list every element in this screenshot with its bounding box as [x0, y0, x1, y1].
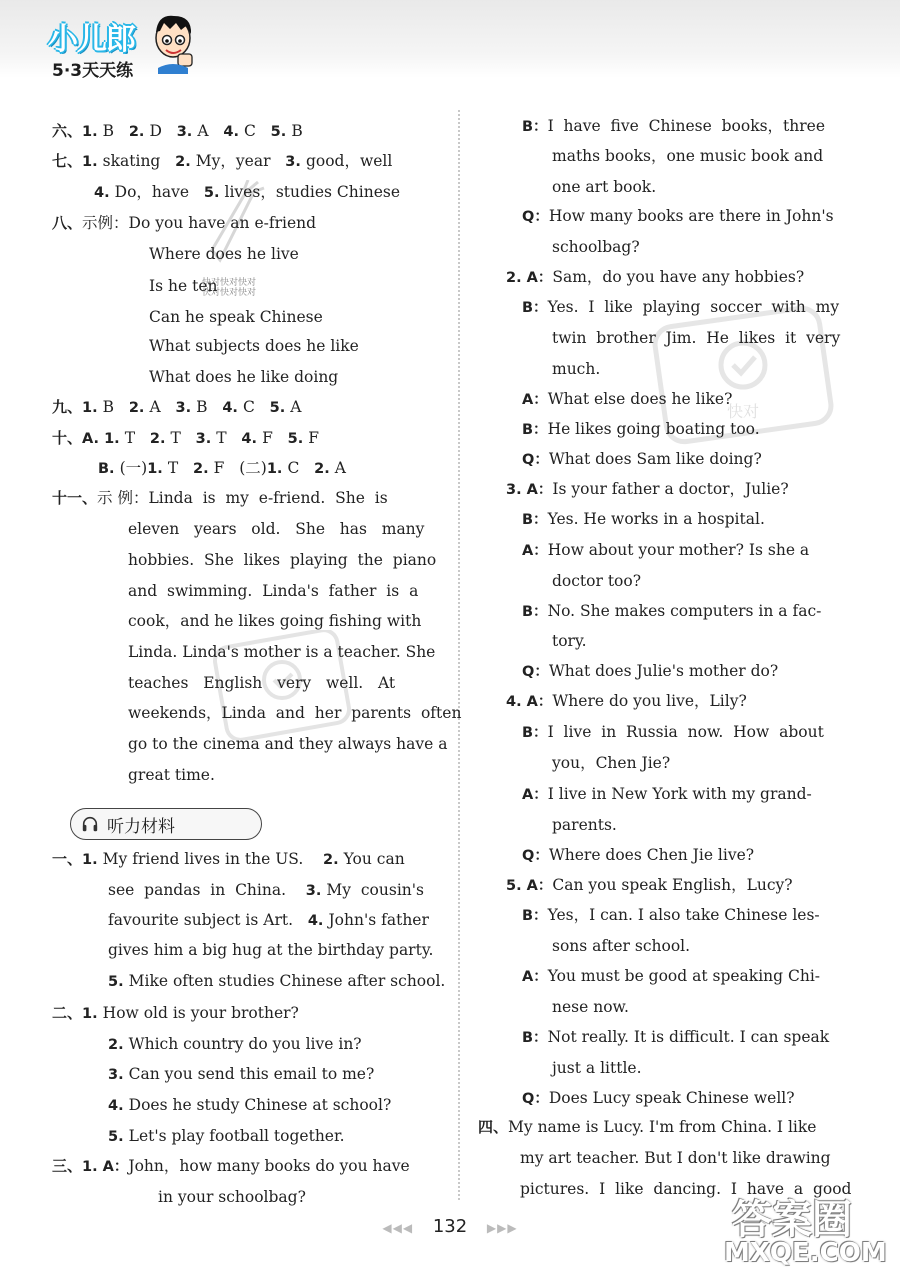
stamp-line-2: 快对快对快对 [202, 288, 257, 298]
item-number: B： [522, 119, 548, 135]
line-text: No. She makes computers in a fac- [547, 602, 822, 620]
item-number: B： [522, 1030, 548, 1046]
line-text: T [124, 429, 150, 447]
line-text: C [242, 398, 270, 416]
line-text: eleven years old. She has many [128, 520, 425, 538]
line-text: You must be good at speaking Chi- [547, 967, 821, 985]
item-number: 4. [222, 400, 243, 416]
item-number: Q： [522, 848, 549, 864]
text-line-r15 [522, 539, 809, 562]
text-line-r13 [506, 478, 789, 501]
item-number: 5. [287, 431, 309, 447]
text-line-l8f [149, 366, 338, 388]
column-divider [458, 110, 460, 1200]
line-text: hobbies. She likes playing the piano [128, 551, 437, 569]
text-line-lb2 [108, 1033, 362, 1056]
line-text: What subjects does he like [149, 337, 359, 355]
section-label: 八、 [52, 214, 83, 232]
item-number: 1. [82, 400, 103, 416]
text-line-r23 [522, 783, 812, 806]
text-line-l8b [149, 243, 299, 265]
line-text: How about your mother? Is she a [547, 541, 810, 559]
line-text: and swimming. Linda's father is a [128, 582, 419, 600]
text-line-lb3 [108, 1063, 374, 1086]
text-line-l6 [52, 120, 303, 143]
text-line-r33 [522, 1087, 795, 1110]
section-label: 六、 [52, 122, 83, 140]
text-line-r2 [552, 145, 823, 167]
item-number: 1. [147, 461, 168, 477]
line-text: Is your father a doctor，Julie? [552, 480, 789, 498]
text-line-l11j [128, 764, 215, 786]
line-text: A [197, 122, 224, 140]
section-label: 十、 [52, 429, 83, 447]
section-label: 二、 [52, 1004, 83, 1022]
item-number: A： [522, 969, 548, 985]
text-line-r3 [552, 176, 656, 198]
item-number: 2. [193, 461, 214, 477]
text-line-r30 [552, 996, 629, 1018]
line-text: Do you have an e-friend [128, 214, 317, 232]
text-line-l11e [128, 610, 421, 632]
item-number: 3. [108, 1067, 129, 1083]
line-text: How many books are there in John's [548, 207, 834, 225]
line-text: Not really. It is difficult. I can speak [547, 1028, 830, 1046]
item-number: 3. [195, 431, 217, 447]
text-line-r1 [522, 115, 825, 138]
line-text: I live in New York with my grand- [547, 785, 812, 803]
text-line-lc1 [52, 1155, 410, 1178]
item-number: 1. [82, 852, 103, 868]
line-text: gives him a big hug at the birthday party. [108, 941, 434, 959]
text-line-la5 [108, 970, 445, 993]
line-text: Is he ten [149, 277, 218, 295]
text-line-l8a [52, 212, 316, 234]
item-number: 3. [175, 400, 197, 416]
item-number: A： [522, 543, 548, 559]
text-line-r6 [506, 266, 804, 289]
text-line-r17 [522, 600, 821, 623]
line-text: favourite subject is Art. [108, 911, 308, 929]
text-line-r14 [522, 508, 765, 531]
line-text: maths books，one music book and [552, 147, 824, 165]
text-line-l11a [52, 487, 388, 509]
line-text: Yes. He works in a hospital. [547, 510, 765, 528]
line-text: A [334, 459, 346, 477]
line-text: My friend lives in the US. [102, 850, 324, 868]
line-text: Can you speak English，Lucy? [552, 876, 793, 894]
item-number: 2. [128, 400, 150, 416]
item-number: B： [522, 725, 548, 741]
item-number: 3. [285, 154, 306, 170]
line-text: T [170, 429, 196, 447]
line-text: parents. [552, 816, 617, 834]
corner-watermark-top: 答案圈 [732, 1197, 852, 1243]
text-line-r18 [552, 630, 587, 652]
text-line-r22 [552, 752, 670, 774]
text-line-la4 [108, 939, 433, 961]
line-text: (一) [119, 459, 148, 477]
section-label: 四、 [478, 1118, 509, 1136]
line-text: Sam，do you have any hobbies? [552, 268, 805, 286]
line-text: one art book. [552, 178, 657, 196]
text-line-l9 [52, 396, 301, 419]
stamp-line-1: 快对快对快对 [202, 278, 257, 288]
item-number: B： [522, 512, 548, 528]
line-text: Where does he live [149, 245, 299, 263]
line-text: sons after school. [552, 937, 691, 955]
line-text: B [102, 398, 129, 416]
text-line-r27 [522, 904, 820, 927]
text-line-r34 [478, 1116, 816, 1138]
line-text: You can [343, 850, 405, 868]
line-text: Which country do you live in? [128, 1035, 362, 1053]
line-text: A [290, 398, 302, 416]
line-text: A [149, 398, 176, 416]
listening-material-label: 听力材料 [107, 817, 175, 837]
text-line-la3 [108, 909, 429, 932]
corner-watermark-bottom: MXQE.COM [724, 1238, 887, 1268]
line-text: twin brother Jim. He likes it very [552, 329, 841, 347]
item-number: 5. [203, 185, 225, 201]
text-line-la1 [52, 848, 405, 871]
line-text: skating [102, 152, 176, 170]
corner-watermark [720, 1180, 890, 1275]
line-text: C [287, 459, 315, 477]
line-text: Where does Chen Jie live? [548, 846, 755, 864]
item-number: Q： [522, 209, 549, 225]
item-number: 4. A： [506, 694, 553, 710]
logo-main-text: 小儿郎 [48, 22, 135, 57]
section-label: 三、 [52, 1157, 83, 1175]
section-label: 十一、 [52, 489, 98, 507]
text-line-r8 [552, 327, 840, 349]
line-text: much. [552, 360, 601, 378]
line-text: T [216, 429, 242, 447]
line-text: Does he study Chinese at school? [128, 1096, 392, 1114]
line-text: Can he speak Chinese [149, 308, 323, 326]
item-number: 1. A： [82, 1159, 129, 1175]
item-number: 4. [241, 431, 263, 447]
line-text: My name is Lucy. I'm from China. I like [508, 1118, 817, 1136]
item-number: B： [522, 300, 548, 316]
line-text: John，how many books do you have [128, 1157, 410, 1175]
item-number: 5. A： [506, 878, 553, 894]
item-number: 2. A： [506, 270, 553, 286]
text-line-l11g [128, 672, 395, 694]
text-line-r12 [522, 448, 762, 471]
text-line-l7b [94, 181, 400, 204]
item-number: A. [82, 431, 105, 447]
item-number: 5. [270, 124, 292, 140]
item-number: 4. [223, 124, 245, 140]
line-text: F [213, 459, 240, 477]
line-text: What else does he like? [547, 390, 733, 408]
line-text: F [308, 429, 320, 447]
line-text: weekends，Linda and her parents often [128, 704, 462, 722]
next-arrows-icon: ▶▶▶ [486, 1221, 518, 1235]
text-line-lb1 [52, 1002, 299, 1025]
line-text: What does he like doing [149, 368, 339, 386]
line-text: Linda. Linda's mother is a teacher. She [128, 643, 436, 661]
text-line-r24 [552, 814, 617, 836]
line-text: I live in Russia now. How about [547, 723, 824, 741]
item-number: 1. [266, 461, 288, 477]
prev-arrows-icon: ◀◀◀ [382, 1221, 414, 1235]
text-line-r20 [506, 690, 747, 713]
item-number: B： [522, 604, 548, 620]
line-text: 示 例：Linda is my e-friend. She is [97, 489, 388, 507]
item-number: 3. [305, 883, 327, 899]
text-line-r19 [522, 660, 778, 683]
item-number: 3. [176, 124, 198, 140]
line-text: Where do you live，Lily? [552, 692, 747, 710]
text-line-la2 [108, 879, 424, 902]
item-number: Q： [522, 664, 549, 680]
line-text: T [167, 459, 193, 477]
item-number: 5. [108, 974, 129, 990]
line-text: B [102, 122, 129, 140]
text-line-r5 [552, 236, 640, 258]
text-line-r29 [522, 965, 820, 988]
line-text: (二) [239, 459, 267, 477]
watermark-text: 快对 [726, 402, 760, 421]
item-number: A： [522, 392, 548, 408]
item-number: B： [522, 422, 548, 438]
text-line-l7a [52, 150, 392, 173]
line-text: C [244, 122, 271, 140]
item-number: 2. [175, 154, 196, 170]
item-number: 4. [108, 1098, 129, 1114]
item-number: A： [522, 787, 548, 803]
line-text: B [291, 122, 303, 140]
text-line-lb4 [108, 1094, 391, 1117]
item-number: B： [522, 908, 548, 924]
line-text: doctor too? [552, 572, 642, 590]
item-number: 2. [128, 124, 150, 140]
section-label: 一、 [52, 850, 83, 868]
line-text: D [149, 122, 177, 140]
line-text: Mike often studies Chinese after school. [128, 972, 446, 990]
item-number: 5. [269, 400, 291, 416]
line-text: 示例： [82, 214, 129, 232]
text-line-l10a [52, 427, 319, 450]
text-line-r28 [552, 935, 690, 957]
line-text: John's father [328, 911, 429, 929]
text-line-r32 [552, 1057, 642, 1079]
text-line-r9 [552, 358, 600, 380]
text-line-r26 [506, 874, 793, 897]
line-text: good，well [305, 152, 393, 170]
line-text: tory. [552, 632, 587, 650]
line-text: My，year [195, 152, 286, 170]
text-line-l8d [149, 306, 323, 328]
line-text: pictures. I like dancing. I have a good [520, 1180, 852, 1198]
line-text: you，Chen Jie? [552, 754, 671, 772]
item-number: 2. [108, 1037, 129, 1053]
line-text: in your schoolbag? [158, 1188, 306, 1206]
item-number: Q： [522, 1091, 549, 1107]
item-number: Q： [522, 452, 549, 468]
item-number: B. [98, 461, 120, 477]
text-line-lb5 [108, 1125, 345, 1148]
line-text: great time. [128, 766, 215, 784]
listening-material-heading [70, 808, 262, 840]
line-text: B [196, 398, 223, 416]
item-number: 1. [82, 154, 103, 170]
line-text: My cousin's [326, 881, 424, 899]
text-line-l11c [128, 549, 436, 571]
text-line-l11b [128, 518, 424, 540]
text-line-r31 [522, 1026, 829, 1049]
line-text: He likes going boating too. [547, 420, 760, 438]
item-number: 2. [323, 852, 344, 868]
page-number: 132 [432, 1216, 468, 1237]
logo-sub-text: 5·3天天练 [52, 61, 134, 81]
section-label: 七、 [52, 152, 83, 170]
item-number: 4. [307, 913, 329, 929]
line-text: What does Julie's mother do? [548, 662, 779, 680]
text-line-r11 [522, 418, 760, 441]
item-number: 4. [94, 185, 115, 201]
line-text: F [262, 429, 288, 447]
line-text: lives，studies Chinese [224, 183, 400, 201]
line-text: teaches English very well. At [128, 674, 396, 692]
text-line-r21 [522, 721, 824, 744]
text-line-r7 [522, 296, 839, 319]
line-text: How old is your brother? [102, 1004, 299, 1022]
line-text: see pandas in China. [108, 881, 306, 899]
item-number: 1. [104, 431, 125, 447]
text-line-l8e [149, 335, 359, 357]
text-line-lc2 [158, 1186, 306, 1208]
line-text: Let's play football together. [128, 1127, 345, 1145]
line-text: just a little. [552, 1059, 642, 1077]
text-line-r16 [552, 570, 641, 592]
headphones-icon [81, 815, 99, 833]
line-text: Do，have [114, 183, 204, 201]
brand-logo [48, 10, 208, 80]
line-text: schoolbag? [552, 238, 640, 256]
item-number: 2. [149, 431, 171, 447]
line-text: nese now. [552, 998, 629, 1016]
line-text: Can you send this email to me? [128, 1065, 375, 1083]
line-text: Does Lucy speak Chinese well? [548, 1089, 795, 1107]
line-text: What does Sam like doing? [548, 450, 762, 468]
line-text: Yes. I like playing soccer with my [547, 298, 840, 316]
mascot-icon [148, 10, 198, 74]
item-number: 3. A： [506, 482, 553, 498]
text-line-l10b [98, 457, 346, 480]
text-line-l11d [128, 580, 418, 602]
text-line-r25 [522, 844, 754, 867]
item-number: 1. [82, 1006, 103, 1022]
text-line-l8c [149, 275, 217, 297]
item-number: 1. [82, 124, 103, 140]
text-line-l11i [128, 733, 447, 755]
text-line-l11f [128, 641, 435, 663]
section-label: 九、 [52, 398, 83, 416]
text-line-l11h [128, 702, 461, 724]
text-line-r10 [522, 388, 732, 411]
line-text: my art teacher. But I don't like drawing [520, 1149, 831, 1167]
line-text: go to the cinema and they always have a [128, 735, 448, 753]
item-number: 5. [108, 1129, 129, 1145]
text-line-r35 [520, 1147, 831, 1169]
text-line-r4 [522, 205, 834, 228]
line-text: cook，and he likes going fishing with [128, 612, 422, 630]
item-number: 2. [314, 461, 335, 477]
line-text: Yes，I can. I also take Chinese les- [547, 906, 820, 924]
line-text: I have five Chinese books，three [547, 117, 826, 135]
